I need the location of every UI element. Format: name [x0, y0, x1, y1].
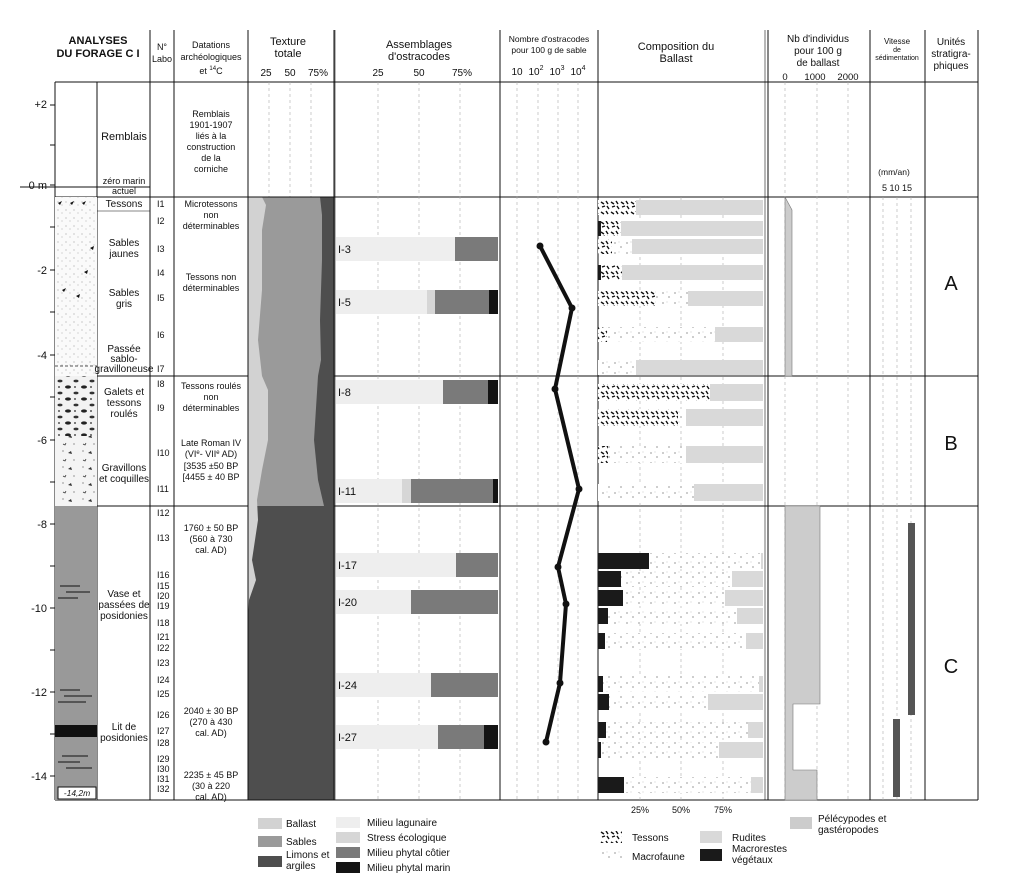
labo-header-2: Labo	[151, 54, 173, 64]
legend-lagunaire: Milieu lagunaire	[367, 818, 438, 829]
depth-axis	[29, 99, 55, 783]
facies-gravillons-2: et coquilles	[98, 474, 150, 485]
dat-remblais-3: liés à la	[195, 131, 227, 141]
sample-id: I13	[157, 533, 170, 543]
count-curve	[537, 243, 583, 746]
sample-id: I16	[157, 570, 170, 580]
composition-bar	[598, 291, 763, 306]
dat-late-roman-3: [3535 ±50 BP	[183, 461, 239, 471]
composition-chart	[598, 200, 763, 815]
datations-header-2: archéologiques	[180, 52, 242, 62]
facies-remblais: Remblais	[101, 131, 147, 143]
individus-header-3: de ballast	[796, 58, 840, 69]
dat-microtessons-1: Microtessons	[184, 199, 238, 209]
composition-bar	[598, 633, 763, 649]
ostracod-sample-label: I-8	[338, 387, 351, 399]
count-point	[569, 305, 576, 312]
datations	[181, 109, 242, 802]
composition-bar	[598, 608, 763, 624]
dat-remblais-4: construction	[186, 142, 236, 152]
legend-stress: Stress écologique	[367, 833, 447, 844]
count-tick-1000: $10^3$	[549, 65, 565, 78]
texture-tick-25: 25	[260, 68, 272, 79]
sample-id: I29	[157, 754, 170, 764]
legend-macrorestes-2: végétaux	[732, 855, 773, 866]
composition-bar	[598, 484, 763, 501]
composition-bar	[598, 676, 763, 692]
facies-vase-3: posidonies	[100, 611, 148, 622]
ostracod-sample-label: I-24	[338, 680, 357, 692]
facies-lit-2: posidonies	[100, 733, 148, 744]
facies-passee-2: sablo-	[110, 354, 138, 365]
legend-swatch-phytal-marin	[336, 862, 360, 873]
ostracod-bar	[336, 553, 498, 577]
composition-bar	[598, 360, 763, 375]
texture-chart	[248, 197, 334, 800]
count-point	[576, 486, 583, 493]
depth-label-minus8: -8	[37, 519, 47, 531]
facies-vase-2: passées de	[98, 600, 150, 611]
legend-sables: Sables	[286, 837, 317, 848]
dat-roules-2: non	[203, 392, 219, 402]
composition-bar	[598, 590, 763, 606]
composition-bar	[598, 553, 763, 569]
vitesse-header-2: de	[893, 47, 901, 54]
depth-label-zero: 0 m	[28, 180, 47, 192]
labo-header: N°	[156, 42, 168, 52]
unit-a: A	[944, 273, 958, 295]
ostracod-sample-label: I-5	[338, 297, 351, 309]
unites-header-3: phiques	[933, 61, 969, 72]
sample-id: I7	[157, 364, 165, 374]
dat-late-roman-1: Late Roman IV	[180, 438, 242, 448]
sample-id: I31	[157, 774, 170, 784]
facies-galets-3: roulés	[110, 409, 138, 420]
facies-zero-2: actuel	[111, 186, 137, 196]
dat-remblais-5: de la	[201, 153, 221, 163]
legend-swatch-phytal-cotier	[336, 847, 360, 858]
texture-header-2: totale	[274, 48, 302, 60]
sample-id: I23	[157, 658, 170, 668]
sample-id: I10	[157, 448, 170, 458]
sample-id: I6	[157, 330, 165, 340]
count-point	[537, 243, 544, 250]
sample-id: I5	[157, 293, 165, 303]
ostracod-sample-label: I-11	[338, 486, 357, 498]
composition-bar	[598, 777, 763, 793]
individus-area	[785, 506, 820, 800]
facies-passee-3: gravilloneuse	[94, 364, 154, 375]
depth-label-minus6: -6	[37, 435, 47, 447]
lithology-column	[20, 187, 97, 800]
texture-tick-75: 75%	[307, 68, 329, 79]
depth-label-minus4: -4	[37, 350, 47, 362]
legend-tessons: Tessons	[632, 833, 669, 844]
sample-id: I2	[157, 216, 165, 226]
unit-b: B	[944, 433, 958, 455]
title-line-1: ANALYSES	[68, 35, 128, 47]
ostracod-bar	[336, 290, 498, 314]
legend-phytal-cotier: Milieu phytal côtier	[367, 848, 450, 859]
legend-limons-1: Limons et	[286, 850, 330, 861]
legend-macrorestes-1: Macrorestes	[732, 844, 788, 855]
depth-label-minus14: -14	[31, 771, 47, 783]
legend-limons-2: argiles	[286, 861, 316, 872]
sample-id: I18	[157, 618, 170, 628]
sample-id: I11	[157, 484, 169, 494]
facies-tessons: Tessons	[105, 199, 143, 210]
vitesse-ticks: 5 10 15	[881, 183, 913, 193]
individus-chart	[785, 197, 820, 800]
sample-id: I21	[157, 632, 170, 642]
count-curve-line	[540, 246, 579, 742]
dat-microtessons-2: non	[203, 210, 219, 220]
count-tick-100: $10^2$	[528, 65, 544, 78]
assemblages-tick-25: 25	[372, 68, 384, 79]
composition-bar	[598, 200, 763, 215]
depth-label-minus2: -2	[37, 265, 47, 277]
dat-roules-1: Tessons roulés	[180, 381, 242, 391]
legend-swatch-pelecypodes	[790, 817, 812, 829]
dat-remblais-2: 1901-1907	[189, 120, 233, 130]
sample-id: I3	[157, 244, 165, 254]
sample-id: I8	[157, 379, 165, 389]
ostracod-bar	[336, 673, 498, 697]
sample-id: I4	[157, 268, 165, 278]
sample-id: I15	[157, 581, 170, 591]
composition-header-2: Ballast	[659, 53, 693, 65]
legend-swatch-rudites	[700, 831, 722, 843]
assemblages-header-2: d'ostracodes	[387, 51, 451, 63]
datations-header-3: et $^{14}$C	[199, 66, 223, 76]
legend-swatch-macrorestes	[700, 849, 722, 861]
count-header-2: pour 100 g de sable	[511, 45, 587, 55]
composition-bar	[598, 409, 763, 426]
dat-tessons-nd-1: Tessons non	[185, 272, 237, 282]
composition-bar	[598, 446, 763, 463]
count-point	[552, 386, 559, 393]
sample-id: I22	[157, 643, 170, 653]
header	[56, 34, 970, 83]
assemblages-tick-50: 50	[413, 68, 425, 79]
facies-sables-gris-1: Sables	[108, 288, 140, 299]
sample-id: I24	[157, 675, 170, 685]
sample-id: I32	[157, 784, 170, 794]
legend-swatch-ballast	[258, 818, 282, 829]
facies-gravillons-1: Gravillons	[101, 463, 147, 474]
legend-pelecypodes-1: Pélécypodes et	[818, 814, 887, 825]
dat-remblais-6: corniche	[193, 164, 229, 174]
texture-tick-50: 50	[284, 68, 296, 79]
legend-pelecypodes-2: gastéropodes	[818, 825, 879, 836]
sample-id: I25	[157, 689, 170, 699]
dat-remblais-1: Remblais	[192, 109, 230, 119]
facies-sables-gris-2: gris	[115, 299, 133, 310]
depth-label-minus10: -10	[31, 603, 47, 615]
composition-tick-50: 50%	[671, 805, 691, 815]
dat-1760-1: 1760 ± 50 BP	[183, 523, 239, 533]
vitesse-bar	[908, 523, 915, 715]
count-header: Nombre d'ostracodes	[508, 34, 590, 44]
ostracod-sample-label: I-3	[338, 244, 351, 256]
composition-bar	[598, 571, 763, 587]
ostracod-bar	[336, 237, 498, 261]
sample-id: I9	[157, 403, 165, 413]
bottom-depth-label: -14,2m	[63, 788, 91, 798]
sample-numbers	[157, 199, 170, 794]
individus-tick-2000: 2000	[837, 72, 859, 83]
individus-header-2: pour 100 g	[794, 46, 842, 57]
sample-id: I27	[157, 726, 170, 736]
dat-2040-1: 2040 ± 30 BP	[183, 706, 239, 716]
sample-id: I1	[157, 199, 165, 209]
facies-galets-2: tessons	[106, 398, 142, 409]
dat-roules-3: déterminables	[182, 403, 240, 413]
sample-id: I30	[157, 764, 170, 774]
legend-swatch-lagunaire	[336, 817, 360, 828]
facies-zero-1: zéro marin	[102, 176, 146, 186]
composition-bar	[598, 384, 763, 401]
composition-bar	[598, 694, 763, 710]
legend	[258, 814, 887, 874]
composition-tick-75: 75%	[713, 805, 733, 815]
dat-2040-3: cal. AD)	[195, 728, 227, 738]
legend-swatch-macrofaune	[600, 849, 622, 861]
ostracod-sample-label: I-20	[338, 597, 357, 609]
dat-1760-3: cal. AD)	[195, 545, 227, 555]
facies-galets-1: Galets et	[103, 387, 145, 398]
facies-lit-1: Lit de	[111, 722, 137, 733]
ostracod-sample-label: I-27	[338, 732, 357, 744]
facies-passee-1: Passée	[107, 344, 141, 355]
assemblages-chart	[336, 237, 498, 749]
legend-phytal-marin: Milieu phytal marin	[367, 863, 451, 874]
legend-rudites: Rudites	[732, 833, 766, 844]
datations-header: Datations	[191, 40, 231, 50]
assemblages-tick-75: 75%	[451, 68, 473, 79]
vitesse-chart	[878, 167, 915, 797]
units	[944, 273, 959, 678]
composition-bar	[598, 742, 763, 758]
dat-2235-2: (30 à 220	[191, 781, 231, 791]
dat-2040-2: (270 à 430	[189, 717, 233, 727]
legend-ballast: Ballast	[286, 819, 317, 830]
dat-2235-3: cal. AD)	[195, 792, 227, 802]
composition-bar	[598, 722, 763, 738]
composition-header: Composition du	[637, 41, 715, 53]
sample-id: I19	[157, 601, 170, 611]
ostracod-bar	[336, 380, 498, 404]
count-point	[557, 680, 564, 687]
ostracod-sample-label: I-17	[338, 560, 357, 572]
individus-tick-1000: 1000	[804, 72, 826, 83]
individus-tick-0: 0	[782, 72, 788, 83]
count-tick-10000: $10^4$	[570, 65, 586, 78]
composition-tick-25: 25%	[630, 805, 650, 815]
count-point	[543, 739, 550, 746]
ostracod-bar	[336, 479, 498, 503]
sample-id: I12	[157, 508, 170, 518]
count-tick-10: 10	[511, 67, 523, 78]
sample-id: I20	[157, 591, 170, 601]
composition-bar	[598, 327, 763, 342]
count-point	[563, 601, 570, 608]
legend-swatch-sables	[258, 836, 282, 847]
individus-header: Nb d'individus	[787, 34, 849, 45]
ostracod-bar	[336, 590, 498, 614]
dat-1760-2: (560 à 730	[189, 534, 233, 544]
dat-2235-1: 2235 ± 45 BP	[183, 770, 239, 780]
vitesse-unit: (mm/an)	[878, 167, 910, 177]
vitesse-header-3: sédimentation	[875, 55, 919, 62]
legend-macrofaune: Macrofaune	[632, 852, 685, 863]
depth-label-minus12: -12	[31, 687, 47, 699]
unites-header: Unités	[936, 37, 966, 48]
facies-vase-1: Vase et	[107, 589, 141, 600]
count-point	[555, 564, 562, 571]
depth-label-plus2: +2	[34, 99, 47, 111]
dat-microtessons-3: déterminables	[182, 221, 240, 231]
facies-sables-jaunes-1: Sables	[108, 238, 140, 249]
sample-id: I28	[157, 738, 170, 748]
unit-c: C	[943, 656, 959, 678]
texture-header: Texture	[269, 36, 307, 48]
sample-id: I26	[157, 710, 170, 720]
unites-header-2: stratigra-	[931, 49, 971, 60]
legend-swatch-limons	[258, 856, 282, 867]
composition-bar	[598, 221, 763, 236]
composition-bar	[598, 239, 763, 254]
legend-swatch-stress	[336, 832, 360, 843]
legend-swatch-tessons	[600, 831, 622, 843]
ostracod-bar	[336, 725, 498, 749]
dat-late-roman-2: (VIe- VIIe AD)	[184, 449, 238, 459]
facies-sables-jaunes-2: jaunes	[109, 249, 139, 260]
composition-bar	[598, 265, 763, 280]
title-line-2: DU FORAGE C I	[56, 48, 140, 60]
vitesse-header: Vitesse	[883, 37, 911, 46]
individus-area	[785, 197, 792, 376]
facies-labels	[95, 131, 154, 744]
assemblages-header: Assemblages	[385, 39, 453, 51]
vitesse-bar	[893, 719, 900, 797]
dat-late-roman-4: [4455 ± 40 BP	[182, 472, 240, 482]
dat-tessons-nd-2: déterminables	[182, 283, 240, 293]
